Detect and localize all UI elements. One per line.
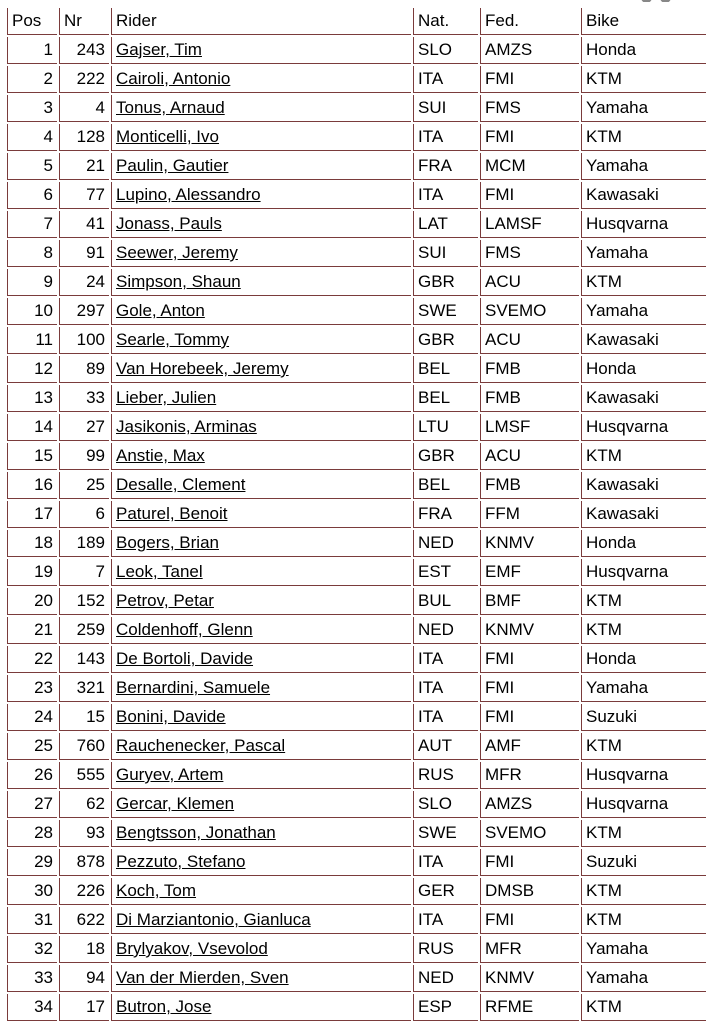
cell-bike: KTM	[581, 588, 706, 615]
cell-rider	[111, 211, 411, 238]
cell-nat: ITA	[413, 675, 478, 702]
cell-rider	[111, 385, 411, 412]
cell-fed: SVEMO	[480, 298, 579, 325]
cell-fed: FMI	[480, 704, 579, 731]
cell-rider	[111, 443, 411, 470]
cell-fed: SVEMO	[480, 820, 579, 847]
rider-link[interactable]: Van Horebeek, Jeremy	[116, 359, 289, 378]
rider-link[interactable]: Gajser, Tim	[116, 40, 202, 59]
cell-nr: 33	[59, 385, 109, 412]
cell-pos: 28	[7, 820, 57, 847]
cell-rider	[111, 994, 411, 1021]
cell-pos: 33	[7, 965, 57, 992]
cell-bike: Honda	[581, 530, 706, 557]
rider-link[interactable]: Desalle, Clement	[116, 475, 246, 494]
cell-bike: Husqvarna	[581, 211, 706, 238]
cell-fed: FMB	[480, 472, 579, 499]
cropped-icon	[641, 0, 652, 2]
cell-bike: KTM	[581, 907, 706, 934]
cell-rider	[111, 472, 411, 499]
table-row	[7, 936, 706, 963]
table-row	[7, 95, 706, 122]
rider-link[interactable]: Bernardini, Samuele	[116, 678, 271, 697]
cell-nat: ESP	[413, 994, 478, 1021]
cell-pos: 25	[7, 733, 57, 760]
cell-rider	[111, 269, 411, 296]
cell-nr: 128	[59, 124, 109, 151]
cell-nat: SWE	[413, 820, 478, 847]
rider-link[interactable]: Bengtsson, Jonathan	[116, 823, 276, 842]
cell-nat: NED	[413, 617, 478, 644]
cell-pos: 13	[7, 385, 57, 412]
cell-pos: 29	[7, 849, 57, 876]
cell-nr: 89	[59, 356, 109, 383]
cell-rider	[111, 878, 411, 905]
cell-fed: FMI	[480, 675, 579, 702]
cell-nat: ITA	[413, 849, 478, 876]
table-row	[7, 153, 706, 180]
cell-pos: 24	[7, 704, 57, 731]
cell-nat: BUL	[413, 588, 478, 615]
table-row	[7, 994, 706, 1021]
rider-link[interactable]: Coldenhoff, Glenn	[116, 620, 253, 639]
table-row	[7, 820, 706, 847]
cell-fed: FMB	[480, 385, 579, 412]
cell-bike: Suzuki	[581, 849, 706, 876]
rider-link[interactable]: Searle, Tommy	[116, 330, 230, 349]
cell-nr: 297	[59, 298, 109, 325]
cell-fed: FMS	[480, 240, 579, 267]
cell-nat: BEL	[413, 385, 478, 412]
rider-link[interactable]: Anstie, Max	[116, 446, 205, 465]
cell-nat: ITA	[413, 182, 478, 209]
table-row	[7, 675, 706, 702]
cell-nat: LAT	[413, 211, 478, 238]
cell-nat: FRA	[413, 501, 478, 528]
table-row	[7, 878, 706, 905]
table-row	[7, 588, 706, 615]
cell-nr: 143	[59, 646, 109, 673]
cell-nat: SWE	[413, 298, 478, 325]
cell-fed: FMI	[480, 124, 579, 151]
table-row	[7, 907, 706, 934]
cell-rider	[111, 37, 411, 64]
cell-nat: GBR	[413, 327, 478, 354]
cell-bike: Yamaha	[581, 936, 706, 963]
cell-pos: 34	[7, 994, 57, 1021]
cell-nr: 321	[59, 675, 109, 702]
cell-pos: 17	[7, 501, 57, 528]
cell-nat: FRA	[413, 153, 478, 180]
cell-pos: 10	[7, 298, 57, 325]
cell-fed: FMI	[480, 182, 579, 209]
table-row	[7, 124, 706, 151]
table-row	[7, 762, 706, 789]
cell-nr: 91	[59, 240, 109, 267]
cell-nat: ITA	[413, 66, 478, 93]
cell-nr: 62	[59, 791, 109, 818]
rider-link[interactable]: Van der Mierden, Sven	[116, 968, 289, 987]
table-row	[7, 965, 706, 992]
rider-link[interactable]: Bonini, Davide	[116, 707, 226, 726]
cell-nat: GBR	[413, 443, 478, 470]
table-row	[7, 530, 706, 557]
cell-fed: FMB	[480, 356, 579, 383]
table-row	[7, 327, 706, 354]
rider-link[interactable]: Jasikonis, Arminas	[116, 417, 257, 436]
table-row	[7, 617, 706, 644]
cell-pos: 20	[7, 588, 57, 615]
cell-nat: LTU	[413, 414, 478, 441]
cell-nat: GBR	[413, 269, 478, 296]
cell-pos: 9	[7, 269, 57, 296]
table-row	[7, 472, 706, 499]
cell-nr: 25	[59, 472, 109, 499]
cell-pos: 3	[7, 95, 57, 122]
cell-nr: 24	[59, 269, 109, 296]
rider-link[interactable]: Gercar, Klemen	[116, 794, 235, 813]
cell-nr: 7	[59, 559, 109, 586]
cell-bike: Kawasaki	[581, 327, 706, 354]
rider-link[interactable]: Seewer, Jeremy	[116, 243, 238, 262]
cell-rider	[111, 617, 411, 644]
table-row	[7, 356, 706, 383]
rider-link[interactable]: Lieber, Julien	[116, 388, 217, 407]
cell-fed: AMF	[480, 733, 579, 760]
cell-bike: KTM	[581, 733, 706, 760]
cell-pos: 7	[7, 211, 57, 238]
rider-link[interactable]: Gole, Anton	[116, 301, 205, 320]
cell-bike: Yamaha	[581, 240, 706, 267]
cell-rider	[111, 733, 411, 760]
cell-rider	[111, 356, 411, 383]
cell-bike: Yamaha	[581, 675, 706, 702]
rider-link[interactable]: Butron, Jose	[116, 997, 212, 1016]
cell-nat: BEL	[413, 472, 478, 499]
cell-bike: Honda	[581, 37, 706, 64]
cell-bike: KTM	[581, 66, 706, 93]
cell-fed: FMI	[480, 849, 579, 876]
cell-fed: MCM	[480, 153, 579, 180]
cell-rider	[111, 588, 411, 615]
cell-nr: 622	[59, 907, 109, 934]
cell-nat: ITA	[413, 124, 478, 151]
table-row	[7, 849, 706, 876]
cell-bike: KTM	[581, 878, 706, 905]
cell-rider	[111, 298, 411, 325]
cell-rider	[111, 646, 411, 673]
cell-pos: 30	[7, 878, 57, 905]
cell-nat: SUI	[413, 95, 478, 122]
rider-link[interactable]: Jonass, Pauls	[116, 214, 222, 233]
cell-pos: 1	[7, 37, 57, 64]
table-row	[7, 791, 706, 818]
cell-rider	[111, 675, 411, 702]
table-row	[7, 298, 706, 325]
cell-rider	[111, 182, 411, 209]
rider-link[interactable]: Monticelli, Ivo	[116, 127, 219, 146]
cell-nr: 222	[59, 66, 109, 93]
cell-bike: KTM	[581, 994, 706, 1021]
rider-link[interactable]: Cairoli, Antonio	[116, 69, 231, 88]
cell-rider	[111, 124, 411, 151]
rider-link[interactable]: De Bortoli, Davide	[116, 649, 254, 668]
cell-pos: 4	[7, 124, 57, 151]
cell-rider	[111, 965, 411, 992]
cell-pos: 26	[7, 762, 57, 789]
cell-pos: 31	[7, 907, 57, 934]
rider-link[interactable]: Paulin, Gautier	[116, 156, 229, 175]
cell-rider	[111, 559, 411, 586]
cell-nat: EST	[413, 559, 478, 586]
cell-rider	[111, 704, 411, 731]
cell-nat: BEL	[413, 356, 478, 383]
cell-rider	[111, 95, 411, 122]
header-nr: Nr	[59, 8, 109, 35]
cell-bike: Husqvarna	[581, 414, 706, 441]
cell-nat: AUT	[413, 733, 478, 760]
cell-nr: 15	[59, 704, 109, 731]
cell-pos: 11	[7, 327, 57, 354]
cell-nr: 878	[59, 849, 109, 876]
table-row	[7, 211, 706, 238]
cell-pos: 5	[7, 153, 57, 180]
cell-nat: GER	[413, 878, 478, 905]
cell-rider	[111, 501, 411, 528]
cell-pos: 8	[7, 240, 57, 267]
cell-rider	[111, 240, 411, 267]
cell-bike: KTM	[581, 269, 706, 296]
cell-bike: KTM	[581, 820, 706, 847]
cell-bike: Suzuki	[581, 704, 706, 731]
cell-pos: 27	[7, 791, 57, 818]
cell-rider	[111, 153, 411, 180]
rider-link[interactable]: Simpson, Shaun	[116, 272, 241, 291]
cell-rider	[111, 762, 411, 789]
cell-nr: 27	[59, 414, 109, 441]
cell-fed: FMI	[480, 646, 579, 673]
header-bike: Bike	[581, 8, 706, 35]
rider-link[interactable]: Petrov, Petar	[116, 591, 214, 610]
cell-nr: 189	[59, 530, 109, 557]
cell-fed: LMSF	[480, 414, 579, 441]
header-pos: Pos	[7, 8, 57, 35]
rider-link[interactable]: Lupino, Alessandro	[116, 185, 261, 204]
cell-rider	[111, 849, 411, 876]
cell-nr: 21	[59, 153, 109, 180]
cell-nat: SLO	[413, 37, 478, 64]
cell-nat: RUS	[413, 936, 478, 963]
cell-fed: LAMSF	[480, 211, 579, 238]
partially-visible-icons	[633, 0, 713, 2]
cell-rider	[111, 791, 411, 818]
cell-nr: 226	[59, 878, 109, 905]
cell-nat: RUS	[413, 762, 478, 789]
cell-bike: Kawasaki	[581, 501, 706, 528]
cell-nr: 94	[59, 965, 109, 992]
cell-bike: Yamaha	[581, 298, 706, 325]
cell-rider	[111, 907, 411, 934]
cell-fed: ACU	[480, 327, 579, 354]
rider-link[interactable]: Brylyakov, Vsevolod	[116, 939, 268, 958]
cell-rider	[111, 530, 411, 557]
cell-pos: 2	[7, 66, 57, 93]
rider-link[interactable]: Paturel, Benoit	[116, 504, 228, 523]
table-header-row	[7, 8, 706, 35]
cell-nr: 100	[59, 327, 109, 354]
table-row	[7, 269, 706, 296]
cell-fed: AMZS	[480, 37, 579, 64]
cell-bike: Yamaha	[581, 965, 706, 992]
cell-nr: 41	[59, 211, 109, 238]
table-row	[7, 37, 706, 64]
cell-bike: Kawasaki	[581, 385, 706, 412]
cell-rider	[111, 327, 411, 354]
cell-nr: 760	[59, 733, 109, 760]
cell-nr: 152	[59, 588, 109, 615]
cell-fed: AMZS	[480, 791, 579, 818]
cell-fed: DMSB	[480, 878, 579, 905]
cell-bike: Kawasaki	[581, 472, 706, 499]
cell-bike: Honda	[581, 356, 706, 383]
cell-nat: NED	[413, 530, 478, 557]
cell-nat: ITA	[413, 646, 478, 673]
cell-nr: 99	[59, 443, 109, 470]
cell-pos: 6	[7, 182, 57, 209]
cell-fed: KNMV	[480, 530, 579, 557]
rider-link[interactable]: Pezzuto, Stefano	[116, 852, 246, 871]
table-row	[7, 646, 706, 673]
rider-link[interactable]: Di Marziantonio, Gianluca	[116, 910, 311, 929]
cell-nr: 6	[59, 501, 109, 528]
cell-bike: KTM	[581, 124, 706, 151]
rider-link[interactable]: Leok, Tanel	[116, 562, 203, 581]
cell-rider	[111, 66, 411, 93]
cell-nat: SUI	[413, 240, 478, 267]
cropped-icon	[660, 0, 671, 2]
cell-pos: 15	[7, 443, 57, 470]
cell-pos: 23	[7, 675, 57, 702]
cell-nat: ITA	[413, 704, 478, 731]
table-row	[7, 501, 706, 528]
cell-fed: EMF	[480, 559, 579, 586]
results-table	[5, 6, 708, 1023]
table-row	[7, 559, 706, 586]
cell-bike: Honda	[581, 646, 706, 673]
cell-nat: ITA	[413, 907, 478, 934]
cell-pos: 21	[7, 617, 57, 644]
table-row	[7, 385, 706, 412]
cell-nr: 243	[59, 37, 109, 64]
header-nat: Nat.	[413, 8, 478, 35]
cell-nr: 93	[59, 820, 109, 847]
rider-link[interactable]: Guryev, Artem	[116, 765, 224, 784]
cell-pos: 32	[7, 936, 57, 963]
cell-pos: 22	[7, 646, 57, 673]
header-rider: Rider	[111, 8, 411, 35]
cell-bike: KTM	[581, 443, 706, 470]
cell-fed: MFR	[480, 936, 579, 963]
cell-fed: ACU	[480, 269, 579, 296]
cell-fed: MFR	[480, 762, 579, 789]
cell-pos: 18	[7, 530, 57, 557]
rider-link[interactable]: Rauchenecker, Pascal	[116, 736, 286, 755]
header-fed: Fed.	[480, 8, 579, 35]
cell-nr: 17	[59, 994, 109, 1021]
cell-fed: FMI	[480, 66, 579, 93]
cell-pos: 14	[7, 414, 57, 441]
cell-nr: 77	[59, 182, 109, 209]
table-row	[7, 240, 706, 267]
cell-bike: KTM	[581, 617, 706, 644]
table-row	[7, 66, 706, 93]
results-body	[7, 37, 706, 1021]
cell-fed: ACU	[480, 443, 579, 470]
cell-fed: FFM	[480, 501, 579, 528]
cell-bike: Yamaha	[581, 153, 706, 180]
cell-nr: 4	[59, 95, 109, 122]
table-row	[7, 733, 706, 760]
table-row	[7, 414, 706, 441]
cell-nr: 555	[59, 762, 109, 789]
cell-nat: SLO	[413, 791, 478, 818]
table-row	[7, 182, 706, 209]
table-row	[7, 704, 706, 731]
cell-bike: Yamaha	[581, 95, 706, 122]
cell-fed: KNMV	[480, 617, 579, 644]
rider-link[interactable]: Koch, Tom	[116, 881, 197, 900]
cell-bike: Husqvarna	[581, 762, 706, 789]
table-row	[7, 443, 706, 470]
cell-rider	[111, 820, 411, 847]
rider-link[interactable]: Bogers, Brian	[116, 533, 219, 552]
cell-pos: 16	[7, 472, 57, 499]
cell-rider	[111, 936, 411, 963]
cell-nr: 18	[59, 936, 109, 963]
cell-nr: 259	[59, 617, 109, 644]
cell-fed: BMF	[480, 588, 579, 615]
cell-fed: RFME	[480, 994, 579, 1021]
cell-bike: Kawasaki	[581, 182, 706, 209]
cell-fed: FMS	[480, 95, 579, 122]
cell-bike: Husqvarna	[581, 791, 706, 818]
cell-fed: KNMV	[480, 965, 579, 992]
cell-fed: FMI	[480, 907, 579, 934]
cell-pos: 12	[7, 356, 57, 383]
cell-pos: 19	[7, 559, 57, 586]
rider-link[interactable]: Tonus, Arnaud	[116, 98, 225, 117]
cell-nat: NED	[413, 965, 478, 992]
cell-bike: Husqvarna	[581, 559, 706, 586]
cell-rider	[111, 414, 411, 441]
